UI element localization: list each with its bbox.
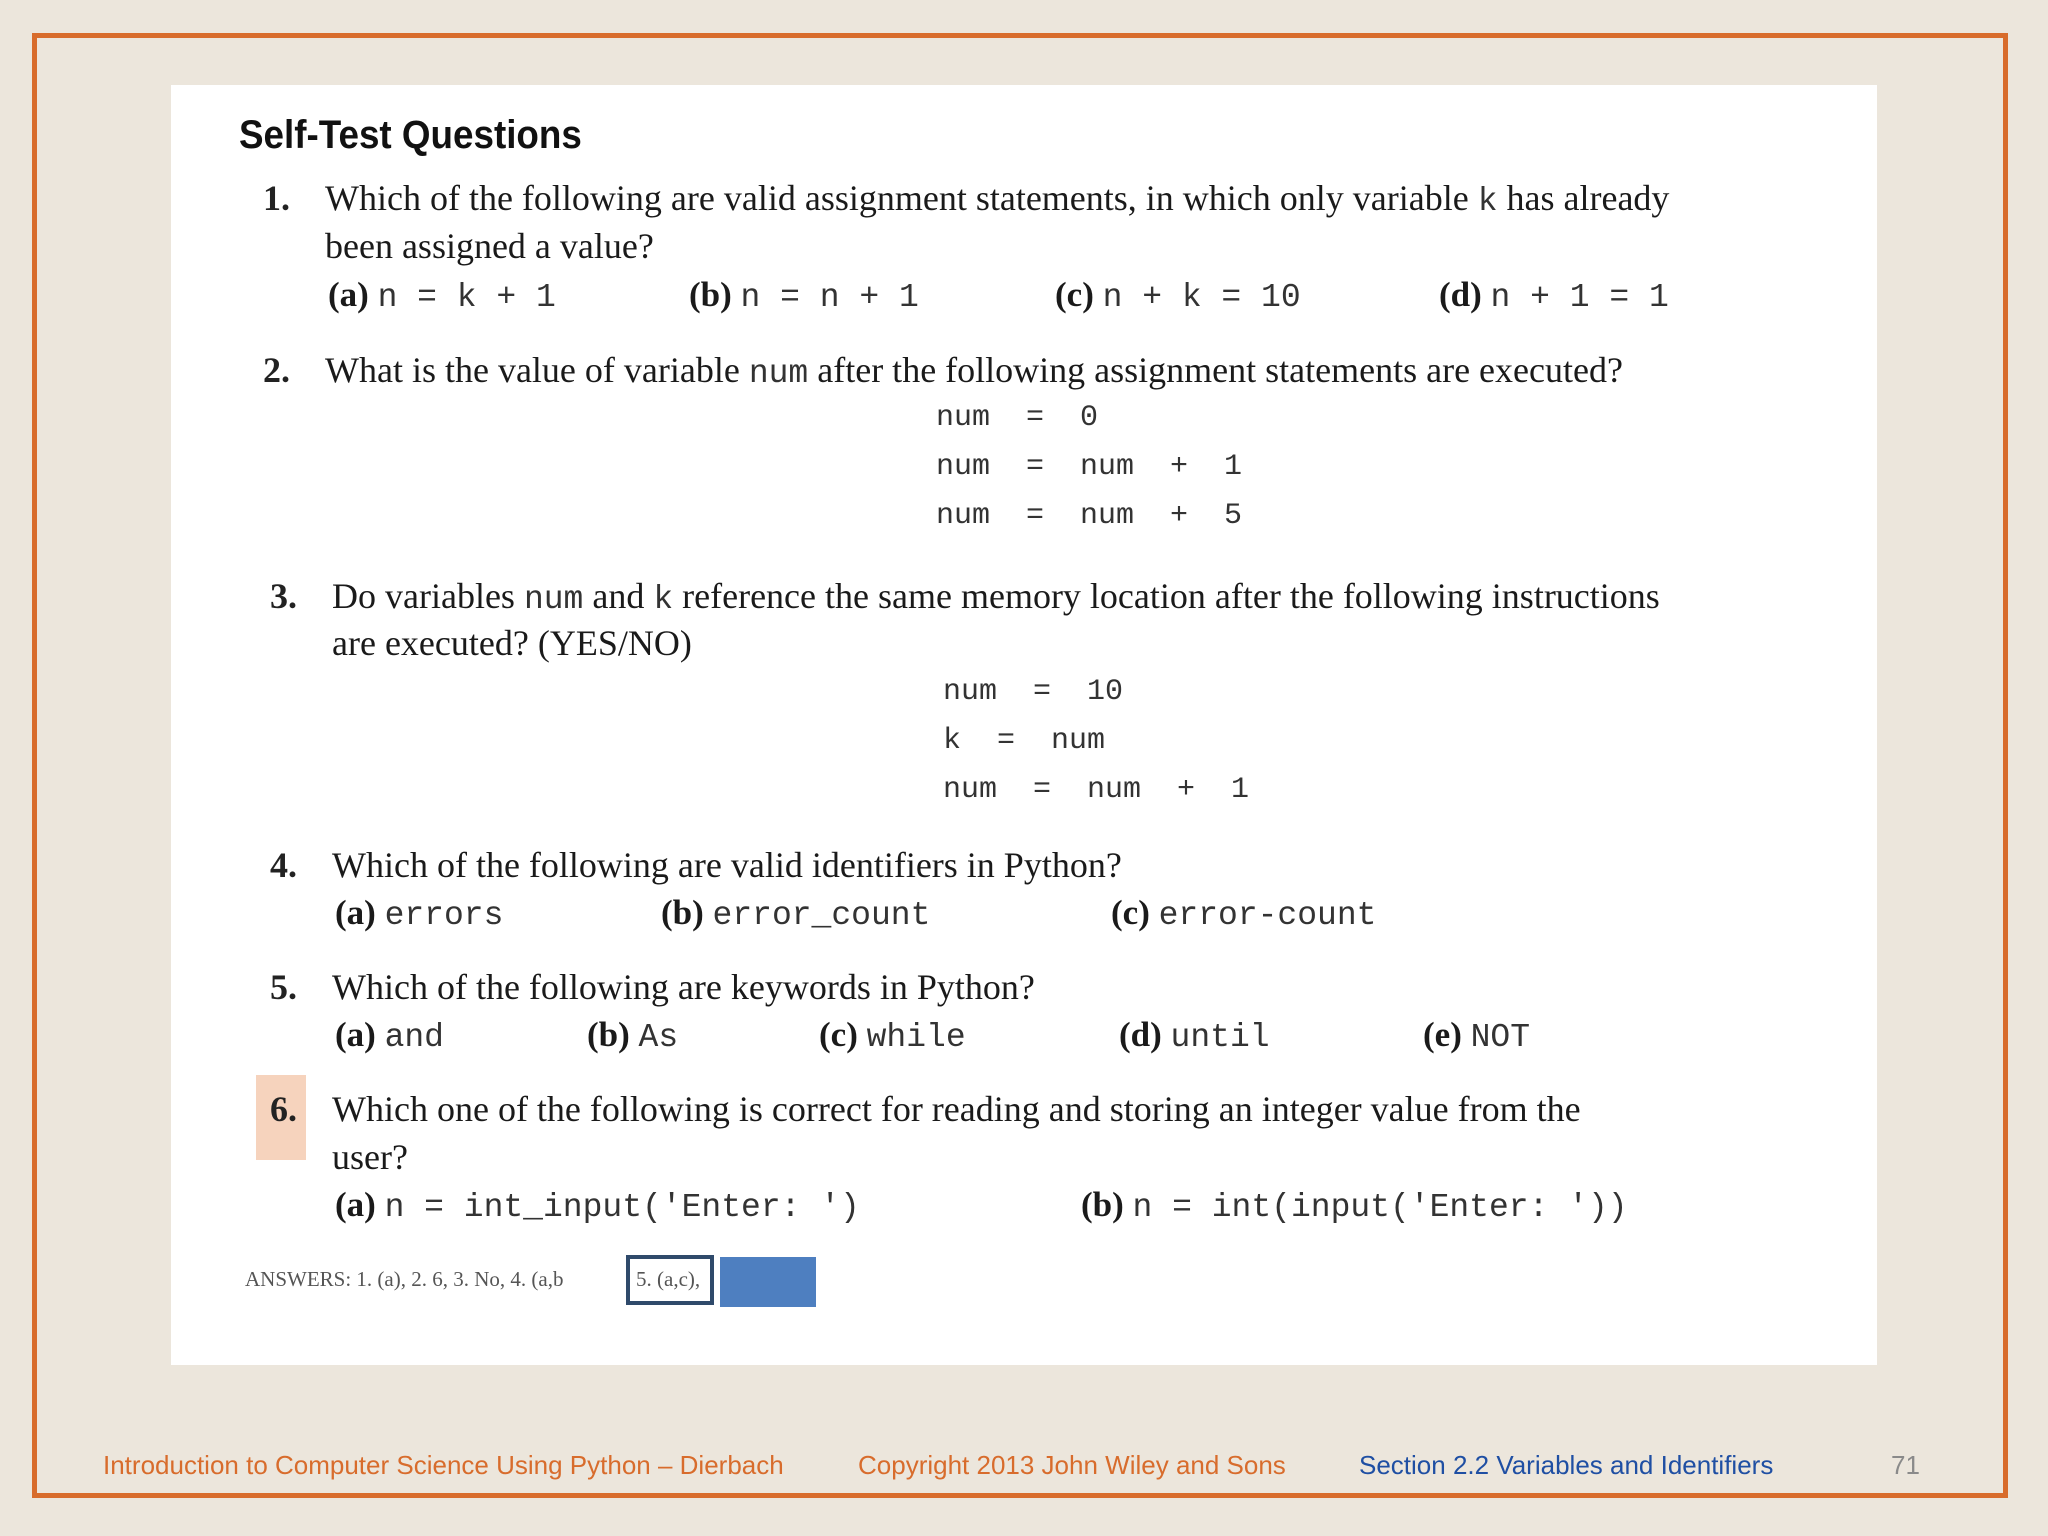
text-segment: and bbox=[583, 576, 654, 616]
inline-code: k bbox=[653, 581, 674, 618]
answer-boxed-text: 5. (a,c), bbox=[636, 1267, 701, 1291]
question-2-text bbox=[325, 349, 1623, 392]
q3-code-line-1: num = 10 bbox=[943, 675, 1124, 709]
q3-code-line-2: k = num bbox=[943, 724, 1106, 758]
q2-code-line-3: num = num + 5 bbox=[936, 499, 1243, 533]
q5-option-e: (e) NOT bbox=[1423, 1015, 1531, 1056]
q4-option-c: (c) error-count bbox=[1111, 893, 1377, 934]
text-segment: Which of the following are valid assignment statements, in which only variable bbox=[325, 178, 1478, 218]
q5-option-b: (b) As bbox=[587, 1015, 679, 1056]
q1-option-c: (c) n + k = 10 bbox=[1055, 275, 1301, 316]
text-segment: Do variables bbox=[332, 576, 524, 616]
question-5-number: 5. bbox=[270, 967, 297, 1007]
text-segment: Which one of the following is correct for reading and storing an integer value from the bbox=[332, 1089, 1581, 1129]
question-2-number: 2. bbox=[263, 350, 290, 390]
question-1-text bbox=[325, 177, 1669, 220]
q2-code-line-2: num = num + 1 bbox=[936, 450, 1243, 484]
footer-section: Section 2.2 Variables and Identifiers bbox=[1359, 1450, 1774, 1480]
question-6-text-line2: user? bbox=[332, 1137, 408, 1177]
answers-line: ANSWERS: 1. (a), 2. 6, 3. No, 4. (a,b bbox=[245, 1267, 564, 1291]
inline-code: num bbox=[748, 355, 809, 392]
question-3-text-line2: are executed? (YES/NO) bbox=[332, 623, 692, 663]
q6-option-b: (b) n = int(input('Enter: ')) bbox=[1081, 1185, 1628, 1226]
q6-option-a: (a) n = int_input('Enter: ') bbox=[335, 1185, 860, 1226]
q5-option-c: (c) while bbox=[819, 1015, 966, 1056]
q4-option-a: (a) errors bbox=[335, 893, 504, 934]
question-6-text bbox=[332, 1088, 1581, 1130]
text-segment: reference the same memory location after the following instructions bbox=[673, 576, 1660, 616]
inline-code: num bbox=[523, 581, 584, 618]
footer-copyright: Copyright 2013 John Wiley and Sons bbox=[858, 1450, 1286, 1480]
question-1-text-line2: been assigned a value? bbox=[325, 226, 654, 266]
text-segment: after the following assignment statements are executed? bbox=[808, 350, 1623, 390]
inline-code: k bbox=[1477, 183, 1498, 220]
q5-option-d: (d) until bbox=[1119, 1015, 1270, 1056]
question-4-text bbox=[332, 844, 1122, 886]
question-4-number: 4. bbox=[270, 845, 297, 885]
q1-option-a: (a) n = k + 1 bbox=[328, 275, 556, 316]
text-segment: Which of the following are valid identifiers in Python? bbox=[332, 845, 1122, 885]
question-3-number: 3. bbox=[270, 576, 297, 616]
question-5-text bbox=[332, 966, 1035, 1008]
page-heading: Self-Test Questions bbox=[239, 113, 582, 157]
question-3-text bbox=[332, 575, 1660, 618]
footer-page-number: 71 bbox=[1891, 1450, 1920, 1480]
text-segment: has already bbox=[1497, 178, 1670, 218]
answer-highlight-box bbox=[626, 1255, 714, 1305]
q1-option-d: (d) n + 1 = 1 bbox=[1439, 275, 1669, 316]
answer-cover-block bbox=[720, 1257, 816, 1307]
q3-code-line-3: num = num + 1 bbox=[943, 773, 1250, 807]
q4-option-b: (b) error_count bbox=[661, 893, 931, 934]
q1-option-b: (b) n = n + 1 bbox=[689, 275, 919, 316]
question-6-number: 6. bbox=[270, 1089, 297, 1129]
question-1-number: 1. bbox=[263, 178, 290, 218]
q5-option-a: (a) and bbox=[335, 1015, 444, 1056]
text-segment: Which of the following are keywords in Python? bbox=[332, 967, 1035, 1007]
textbook-page bbox=[171, 85, 1877, 1365]
q2-code-line-1: num = 0 bbox=[936, 401, 1099, 435]
text-segment: What is the value of variable bbox=[325, 350, 749, 390]
footer-book-title: Introduction to Computer Science Using Python – Dierbach bbox=[103, 1450, 784, 1480]
